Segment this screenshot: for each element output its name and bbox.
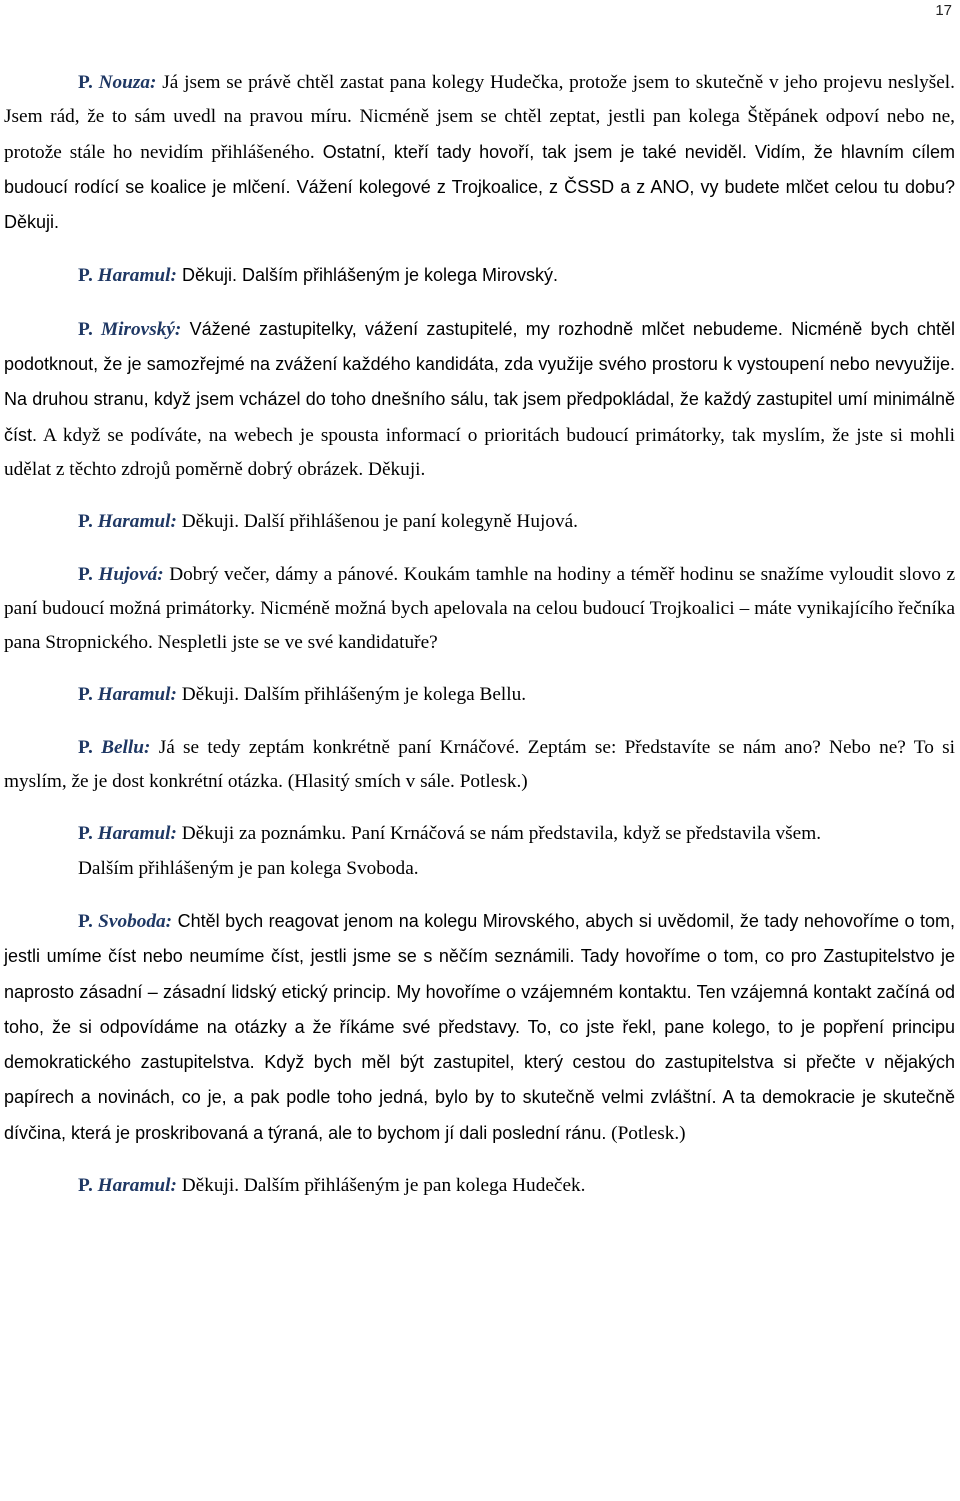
paragraph-text: Dobrý večer, dámy a pánové. Koukám tamhle na hodiny a téměř hodinu se snažíme vyloudit slovo z paní budoucí možná primátorky. Nicméně možná bych apelovala na celou budoucí Trojkoalici – máte vynikajícího řečníka pana Stropnického. Nespletli jste se ve své kandidatuře? bbox=[4, 563, 956, 654]
speaker-label bbox=[78, 511, 177, 532]
paragraph-text: Vážené zastupitelky, vážení zastupitelé, my rozhodně mlčet nebudeme. Nicméně bych chtěl podotknout, že je samozřejmé na zvážení každého kandidáta, zda využije svého prostoru k vystoupení nebo nevyužije. Na druhou stranu, když jsem vcházel do toho dnešního sálu, tak jsem předpokládal, že každý zastupitel umí minimálně číst. bbox=[4, 318, 955, 445]
speaker-prefix: P. bbox=[78, 684, 93, 706]
transcript-paragraph bbox=[4, 66, 955, 240]
speaker-prefix: P. bbox=[78, 736, 93, 758]
speaker-prefix: P. bbox=[78, 910, 93, 932]
paragraph-text: Děkuji za poznámku. Paní Krnáčová se nám představila, když se představila všem. bbox=[176, 823, 822, 845]
speaker-label bbox=[78, 72, 156, 93]
speaker-label bbox=[78, 684, 177, 705]
speaker-name: Haramul: bbox=[97, 265, 177, 287]
transcript-paragraph bbox=[4, 731, 955, 800]
speaker-name: Bellu: bbox=[101, 736, 151, 758]
speaker-label bbox=[78, 265, 177, 286]
speaker-label bbox=[78, 564, 164, 585]
transcript-paragraph bbox=[4, 505, 955, 539]
page-number: 17 bbox=[935, 2, 952, 19]
speaker-name: Mirovský: bbox=[100, 318, 182, 340]
speaker-label bbox=[78, 737, 150, 758]
speaker-prefix: P. bbox=[78, 318, 93, 340]
transcript-paragraph bbox=[4, 1169, 955, 1203]
paragraph-text: Já jsem se právě chtěl zastat pana kolegy Hudečka, protože jsem to skutečně v jeho projevu neslyšel. Jsem rád, že to sám uvedl na pravou míru. Nicméně jsem se chtěl zeptat, jestli pan kolega Štěpánek odpoví nebo ne, protože stále ho nevidím přihlášeného. bbox=[4, 72, 955, 163]
speaker-name: Haramul: bbox=[97, 684, 177, 706]
paragraph-text: Děkuji. Dalším přihlášeným je pan kolega Hudeček. bbox=[176, 1175, 586, 1197]
transcript-paragraph bbox=[4, 312, 955, 487]
paragraph-text: Děkuji. Dalším přihlášeným je kolega Bellu. bbox=[176, 684, 527, 706]
paragraph-text: Chtěl bych reagovat jenom na kolegu Mirovského, abych si uvědomil, že tady nehovoříme o tom, jestli umíme číst nebo neumíme číst, jestli jsme se s něčím seznámili. Tady hovoříme o tom, co pro Zastupitelstvo je naprosto zásadní – zásadní lidský etický princip. My hovoříme o vzájemném kontaktu. Ten vzájemná kontakt začíná od toho, že si odpovídáme na otázky a že říkáme své představy. To, co jste řekl, pane kolego, to je popření principu demokratického zastupitelstva. Když bych měl být zastupitel, který cestou do zastupitelstva si přečte v nějakých papírech a novinách, co je, a pak podle toho jedná, bylo by to skutečně velmi zvláštní. A ta demokracie je skutečně dívčina, která je proskribovaná a týraná, ale to bychom jí dali poslední ránu. bbox=[4, 910, 955, 1143]
speaker-name: Haramul: bbox=[97, 511, 177, 533]
speaker-label bbox=[78, 911, 172, 932]
paragraph-text: Já se tedy zeptám konkrétně paní Krnáčové. Zeptám se: Představíte se nám ano? Nebo ne? To si myslím, že je dost konkrétní otázka. (Hlasitý smích v sále. Potlesk.) bbox=[4, 736, 955, 793]
transcript-paragraph bbox=[4, 678, 955, 712]
speaker-prefix: P. bbox=[78, 563, 93, 585]
transcript-body bbox=[4, 66, 955, 1221]
speaker-name: Haramul: bbox=[97, 823, 177, 845]
speaker-label bbox=[78, 319, 181, 340]
transcript-paragraph bbox=[4, 558, 955, 661]
speaker-label bbox=[78, 1175, 177, 1196]
speaker-label bbox=[78, 823, 177, 844]
speaker-prefix: P. bbox=[78, 823, 93, 845]
paragraph-text: Dalším přihlášeným je pan kolega Svoboda. bbox=[78, 857, 419, 879]
transcript-paragraph bbox=[4, 852, 955, 886]
transcript-paragraph bbox=[4, 817, 955, 851]
paragraph-text: A když se podíváte, na webech je spousta informací o prioritách budoucí primátorky, tak myslím, že jste si mohli udělat z těchto zdrojů poměrně dobrý obrázek. Děkuji. bbox=[4, 424, 955, 480]
paragraph-text: Ostatní, kteří tady hovoří, tak jsem je také neviděl. Vidím, že hlavním cílem budoucí rodící se koalice je mlčení. Vážení kolegové z Trojkoalice, z ČSSD a z ANO, vy budete mlčet celou tu dobu? Děkuji. bbox=[4, 141, 955, 233]
speaker-prefix: P. bbox=[78, 72, 93, 93]
speaker-prefix: P. bbox=[78, 511, 93, 533]
speaker-name: Nouza: bbox=[98, 72, 157, 93]
speaker-name: Haramul: bbox=[97, 1175, 177, 1197]
speaker-name: Hujová: bbox=[98, 563, 164, 585]
speaker-name: Svoboda: bbox=[98, 910, 173, 932]
speaker-prefix: P. bbox=[78, 265, 93, 287]
paragraph-text: Děkuji. Dalším přihlášeným je kolega Mirovský. bbox=[176, 265, 559, 286]
transcript-paragraph bbox=[4, 258, 955, 293]
paragraph-text: Děkuji. Další přihlášenou je paní kolegyně Hujová. bbox=[176, 511, 579, 533]
paragraph-text: (Potlesk.) bbox=[606, 1122, 686, 1144]
speaker-prefix: P. bbox=[78, 1175, 93, 1197]
transcript-paragraph bbox=[4, 904, 955, 1151]
